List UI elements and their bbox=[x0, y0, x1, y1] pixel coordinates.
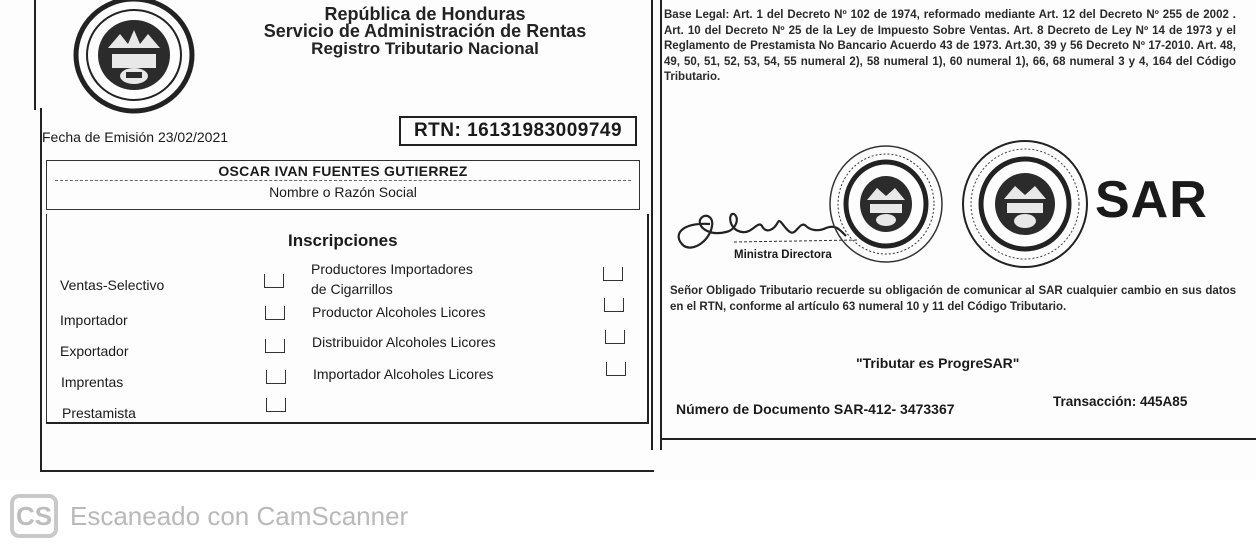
registration-label-prestamista: Prestamista bbox=[62, 405, 136, 421]
registration-label-productores-line1: Productores Importadores bbox=[311, 261, 473, 277]
document-number: Número de Documento SAR-412- 3473367 bbox=[676, 401, 955, 417]
honduras-seal-logo bbox=[72, 0, 196, 116]
checkbox-importador-licores bbox=[606, 362, 626, 376]
taxpayer-name: OSCAR IVAN FUENTES GUTIERREZ bbox=[218, 163, 468, 179]
left-border bbox=[34, 0, 36, 110]
sar-logo: SAR bbox=[1095, 171, 1208, 229]
slogan: "Tributar es ProgreSAR" bbox=[856, 355, 1020, 371]
checkbox-productores-cigarrillos bbox=[603, 267, 623, 281]
checkbox-importador bbox=[265, 306, 285, 320]
registration-label-productor-licores: Productor Alcoholes Licores bbox=[312, 304, 486, 320]
header-registry: Registro Tributario Nacional bbox=[311, 39, 539, 58]
center-divider-right bbox=[660, 0, 662, 450]
registration-label-distribuidor-licores: Distribuidor Alcoholes Licores bbox=[312, 334, 496, 350]
header-country: República de Honduras bbox=[324, 4, 526, 24]
camscanner-watermark: Escaneado con CamScanner bbox=[70, 501, 409, 531]
registration-label-productores-line2: de Cigarrillos bbox=[311, 281, 393, 297]
name-separator bbox=[55, 180, 631, 181]
signature-title: Ministra Directora bbox=[734, 249, 832, 261]
checkbox-ventas bbox=[264, 274, 284, 288]
rtn-number: RTN: 16131983009749 bbox=[399, 116, 637, 146]
bottom-border-left bbox=[40, 470, 654, 472]
legal-basis-text: Base Legal: Art. 1 del Decreto Nº 102 de 1974, reformado mediante Art. 12 del Decreto Nº 255 de 2002 . Art. 10 del Decreto Nº 25 de la Ley de Impuesto Sobre Ventas. Art. 8 Decreto de Ley Nº 14 de 1973 y el Reglamento de Prestamista No Bancario Acuerdo 43 de 1973. Art.30, 39 y 56 Decreto Nº 17-2010. Art. 48, 49, 50, 51, 52, 53, 54, 55 numeral 2), 58 numeral 1), 60 numeral 1), 66, 68 numeral 3 y 4, 164 del Código Tributario. bbox=[664, 9, 1236, 83]
transaction-number: Transacción: 445A85 bbox=[1053, 394, 1188, 409]
registration-label-ventas: Ventas-Selectivo bbox=[60, 277, 165, 293]
checkbox-prestamista bbox=[266, 398, 286, 412]
sar-stamp-seal bbox=[960, 139, 1090, 269]
taxpayer-name-label: Nombre o Razón Social bbox=[269, 184, 417, 200]
bottom-border-right bbox=[660, 438, 1256, 440]
checkbox-imprentas bbox=[266, 370, 286, 384]
registration-label-importador: Importador bbox=[60, 312, 128, 328]
center-divider-left bbox=[651, 0, 653, 450]
registration-label-importador-licores: Importador Alcoholes Licores bbox=[313, 366, 494, 382]
camscanner-logo: CS bbox=[10, 494, 58, 538]
issue-date: Fecha de Emisión 23/02/2021 bbox=[42, 129, 229, 145]
checkbox-productor-licores bbox=[604, 298, 624, 312]
taxpayer-name-box bbox=[46, 160, 640, 210]
checkbox-distribuidor-licores bbox=[605, 330, 625, 344]
taxpayer-notice: Señor Obligado Tributario recuerde su obligación de comunicar al SAR cualquier cambio en sus datos en el RTN, conforme al artículo 63 numeral 10 y 11 del Código Tributario. bbox=[670, 285, 1236, 313]
header-agency: Servicio de Administración de Rentas bbox=[263, 21, 587, 41]
registration-label-imprentas: Imprentas bbox=[61, 374, 124, 390]
registrations-title: Inscripciones bbox=[288, 231, 398, 250]
ministry-stamp-seal bbox=[827, 142, 945, 266]
checkbox-exportador bbox=[265, 339, 285, 353]
left-border-lower bbox=[40, 108, 42, 472]
document-header bbox=[240, 6, 610, 57]
registration-label-exportador: Exportador bbox=[60, 343, 129, 359]
